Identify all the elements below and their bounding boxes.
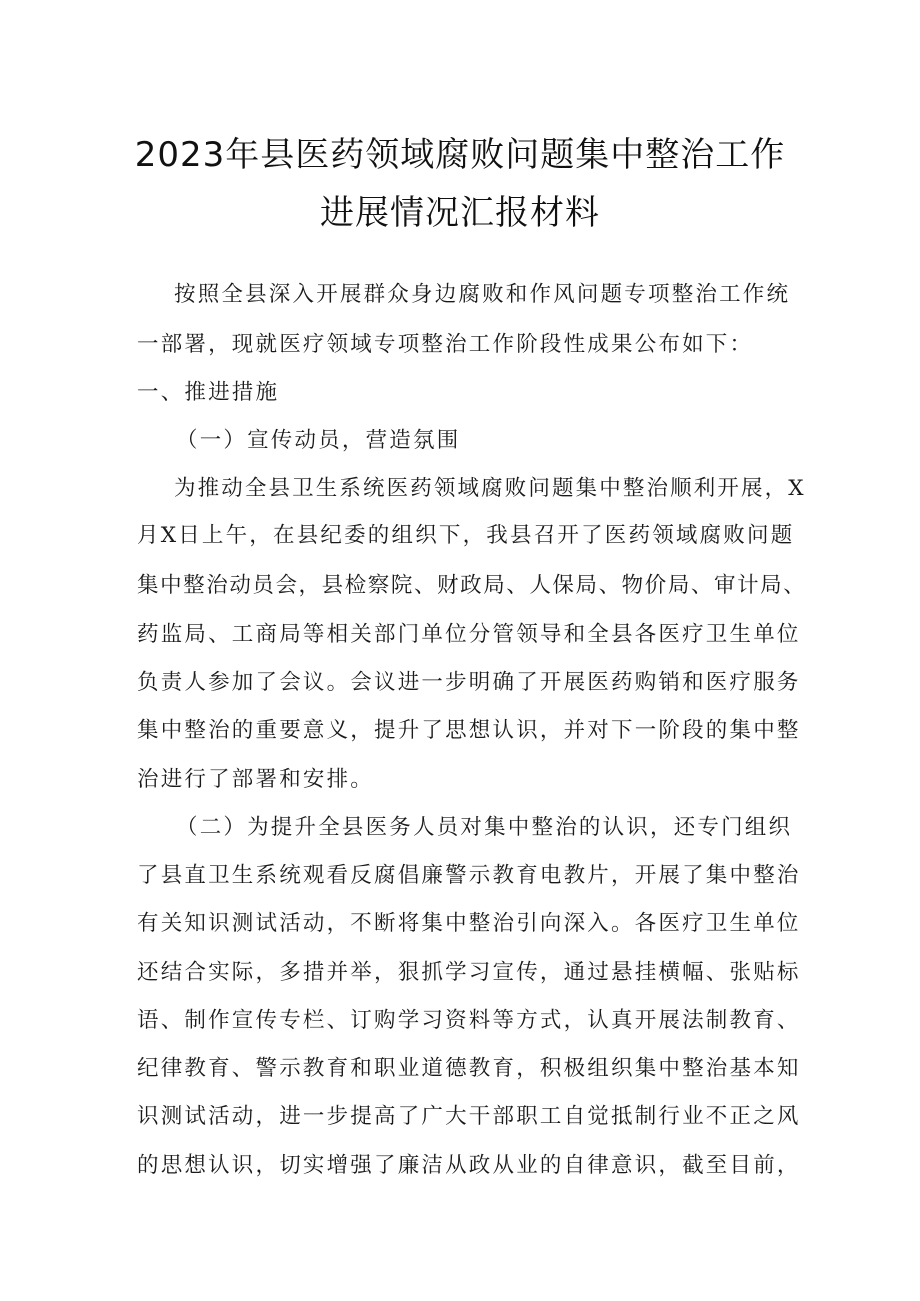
paragraph-1-line-2: 月X日上午，在县纪委的组织下，我县召开了医药领域腐败问题: [137, 523, 795, 548]
section-heading-measures: 一、推进措施: [137, 380, 280, 405]
paragraph-1-line-1: 为推动全县卫生系统医药领域腐败问题集中整治顺利开展，X: [174, 476, 806, 501]
paragraph-2-line-5: 语、制作宣传专栏、订购学习资料等方式，认真开展法制教育、: [137, 1008, 801, 1033]
paragraph-1-line-7: 治进行了部署和安排。: [137, 767, 375, 792]
paragraph-2-line-6: 纪律教育、警示教育和职业道德教育，积极组织集中整治基本知: [137, 1056, 801, 1081]
document-title-line-1: 2023年县医药领域腐败问题集中整治工作: [134, 135, 786, 175]
paragraph-intro-line-2: 一部署，现就医疗领域专项整治工作阶段性成果公布如下：: [137, 332, 754, 357]
paragraph-2-line-2: 了县直卫生系统观看反腐倡廉警示教育电教片，开展了集中整治: [137, 863, 801, 888]
paragraph-2-line-7: 识测试活动，进一步提高了广大干部职工自觉抵制行业不正之风: [137, 1104, 801, 1129]
subsection-heading-1: （一）宣传动员，营造氛围: [176, 428, 461, 453]
paragraph-2-line-4: 还结合实际，多措并举，狠抓学习宣传，通过悬挂横幅、张贴标: [137, 960, 801, 985]
paragraph-2-line-8: 的思想认识，切实增强了廉洁从政从业的自律意识，截至目前，: [137, 1153, 801, 1178]
paragraph-2-line-3: 有关知识测试活动，不断将集中整治引向深入。各医疗卫生单位: [137, 911, 801, 936]
paragraph-1-line-5: 负责人参加了会议。会议进一步明确了开展医药购销和医疗服务: [137, 670, 801, 695]
paragraph-2-line-1: （二）为提升全县医务人员对集中整治的认识，还专门组织: [176, 815, 793, 840]
paragraph-1-line-4: 药监局、工商局等相关部门单位分管领导和全县各医疗卫生单位: [137, 622, 801, 647]
paragraph-1-line-6: 集中整治的重要意义，提升了思想认识，并对下一阶段的集中整: [137, 718, 801, 743]
paragraph-1-line-3: 集中整治动员会，县检察院、财政局、人保局、物价局、审计局、: [137, 573, 807, 598]
paragraph-intro-line-1: 按照全县深入开展群众身边腐败和作风问题专项整治工作统: [174, 282, 791, 307]
document-title-line-2: 进展情况汇报材料: [320, 193, 600, 233]
